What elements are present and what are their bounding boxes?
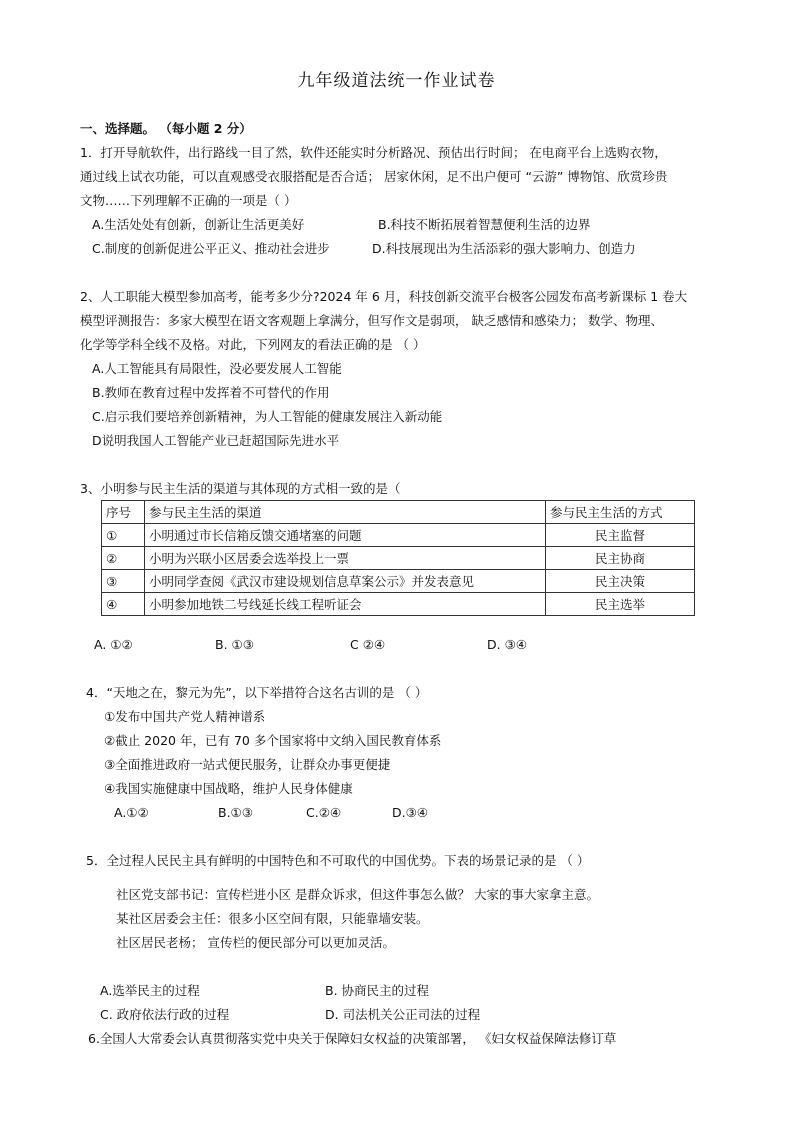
question-stem: 5．全过程人民民主具有鲜明的中国特色和不可取代的中国优势。下表的场景记录的是 （ ）	[86, 853, 590, 868]
table-header: 序号	[102, 501, 145, 524]
table-cell: 民主选举	[546, 593, 695, 616]
table-header: 参与民主生活的渠道	[145, 501, 546, 524]
question-line: 化学等学科全线不及格。对此，下列网友的看法正确的是 （ ）	[80, 337, 426, 352]
option-c: C ②④	[350, 637, 386, 652]
option-b: B. ①③	[215, 637, 254, 652]
table-cell: ①	[102, 524, 145, 547]
option-d: D.科技展现出为生活添彩的强大影响力、创造力	[372, 241, 636, 256]
option-b: B.科技不断拓展着智慧便利生活的边界	[378, 217, 591, 232]
table-cell: 民主监督	[546, 524, 695, 547]
table-cell: ④	[102, 593, 145, 616]
question-line: 通过线上试衣功能，可以直观感受衣服搭配是否合适； 居家休闲，足不出户便可 “云游” 博物馆、欣赏珍贵	[80, 169, 668, 184]
table-cell: 民主协商	[546, 547, 695, 570]
option-d: D. ③④	[487, 637, 527, 652]
table-row	[102, 593, 695, 616]
option-a: A.选举民主的过程	[100, 983, 200, 998]
table-cell: 民主决策	[546, 570, 695, 593]
statement-item: ③全面推进政府一站式便民服务，让群众办事更便捷	[104, 757, 391, 772]
page-title: 九年级道法统一作业试卷	[297, 71, 496, 91]
section-heading: 一、选择题。 （每小题 2 分）	[80, 121, 252, 136]
statement-item: ④我国实施健康中国战略，维护人民身体健康	[104, 781, 353, 796]
option-d: D.③④	[392, 805, 429, 820]
channels-table	[101, 500, 695, 616]
option-a: A.人工智能具有局限性，没必要发展人工智能	[92, 361, 342, 376]
option-b: B. 协商民主的过程	[325, 983, 430, 998]
scene-line: 社区居民老杨； 宣传栏的便民部分可以更加灵活。	[116, 935, 395, 950]
option-c: C.启示我们要培养创新精神，为人工智能的健康发展注入新动能	[92, 409, 443, 424]
table-header: 参与民主生活的方式	[546, 501, 695, 524]
table-cell: ②	[102, 547, 145, 570]
table-row	[102, 547, 695, 570]
question-line: 2、人工职能大模型参加高考，能考多少分?2024 年 6 月，科技创新交流平台极客公园发布高考新课标 1 卷大	[80, 289, 688, 304]
table-header-row	[102, 501, 695, 524]
statement-item: ①发布中国共产党人精神谱系	[104, 709, 266, 724]
question-stem: 3、小明参与民主生活的渠道与其体现的方式相一致的是（	[80, 481, 401, 496]
option-c: C.②④	[306, 805, 342, 820]
option-c: C.制度的创新促进公平正义、推动社会进步	[92, 241, 330, 256]
question-line: 1．打开导航软件，出行路线一目了然，软件还能实时分析路况、预估出行时间； 在电商平台上选购衣物，	[80, 145, 667, 160]
table-row	[102, 570, 695, 593]
table-cell: 小明通过市长信箱反馈交通堵塞的问题	[145, 524, 546, 547]
option-a: A.生活处处有创新，创新让生活更美好	[92, 217, 305, 232]
table-cell: 小明参加地铁二号线延长线工程听证会	[145, 593, 546, 616]
statement-item: ②截止 2020 年，已有 70 多个国家将中文纳入国民教育体系	[104, 733, 442, 748]
option-b: B.①③	[218, 805, 253, 820]
option-a: A. ①②	[94, 637, 133, 652]
option-d: D说明我国人工智能产业已赶超国际先进水平	[92, 433, 340, 448]
option-d: D. 司法机关公正司法的过程	[325, 1007, 481, 1022]
question-6-stem: 6.全国人大常委会认真贯彻落实党中央关于保障妇女权益的决策部署， 《妇女权益保障法修订草	[88, 1031, 617, 1046]
table-cell: ③	[102, 570, 145, 593]
question-stem: 4．“天地之在，黎元为先”，以下举措符合这名古训的是 （ ）	[86, 685, 428, 700]
scene-line: 社区党支部书记：宣传栏进小区 是群众诉求，但这件事怎么做？ 大家的事大家拿主意。	[116, 887, 599, 902]
option-c: C. 政府依法行政的过程	[100, 1007, 230, 1022]
option-b: B.教师在教育过程中发挥着不可替代的作用	[92, 385, 330, 400]
scene-line: 某社区居委会主任：很多小区空间有限，只能靠墙安装。	[116, 911, 429, 926]
option-a: A.①②	[114, 805, 149, 820]
table-cell: 小明同学查阅《武汉市建设规划信息草案公示》并发表意见	[145, 570, 546, 593]
question-line: 文物……下列理解不正确的一项是（ ）	[80, 193, 297, 208]
table-cell: 小明为兴联小区居委会选举投上一票	[145, 547, 546, 570]
question-line: 模型评测报告：多家大模型在语文客观题上拿满分，但写作文是弱项， 缺乏感情和感染力； 数学、物理、	[80, 313, 663, 328]
table-row	[102, 524, 695, 547]
